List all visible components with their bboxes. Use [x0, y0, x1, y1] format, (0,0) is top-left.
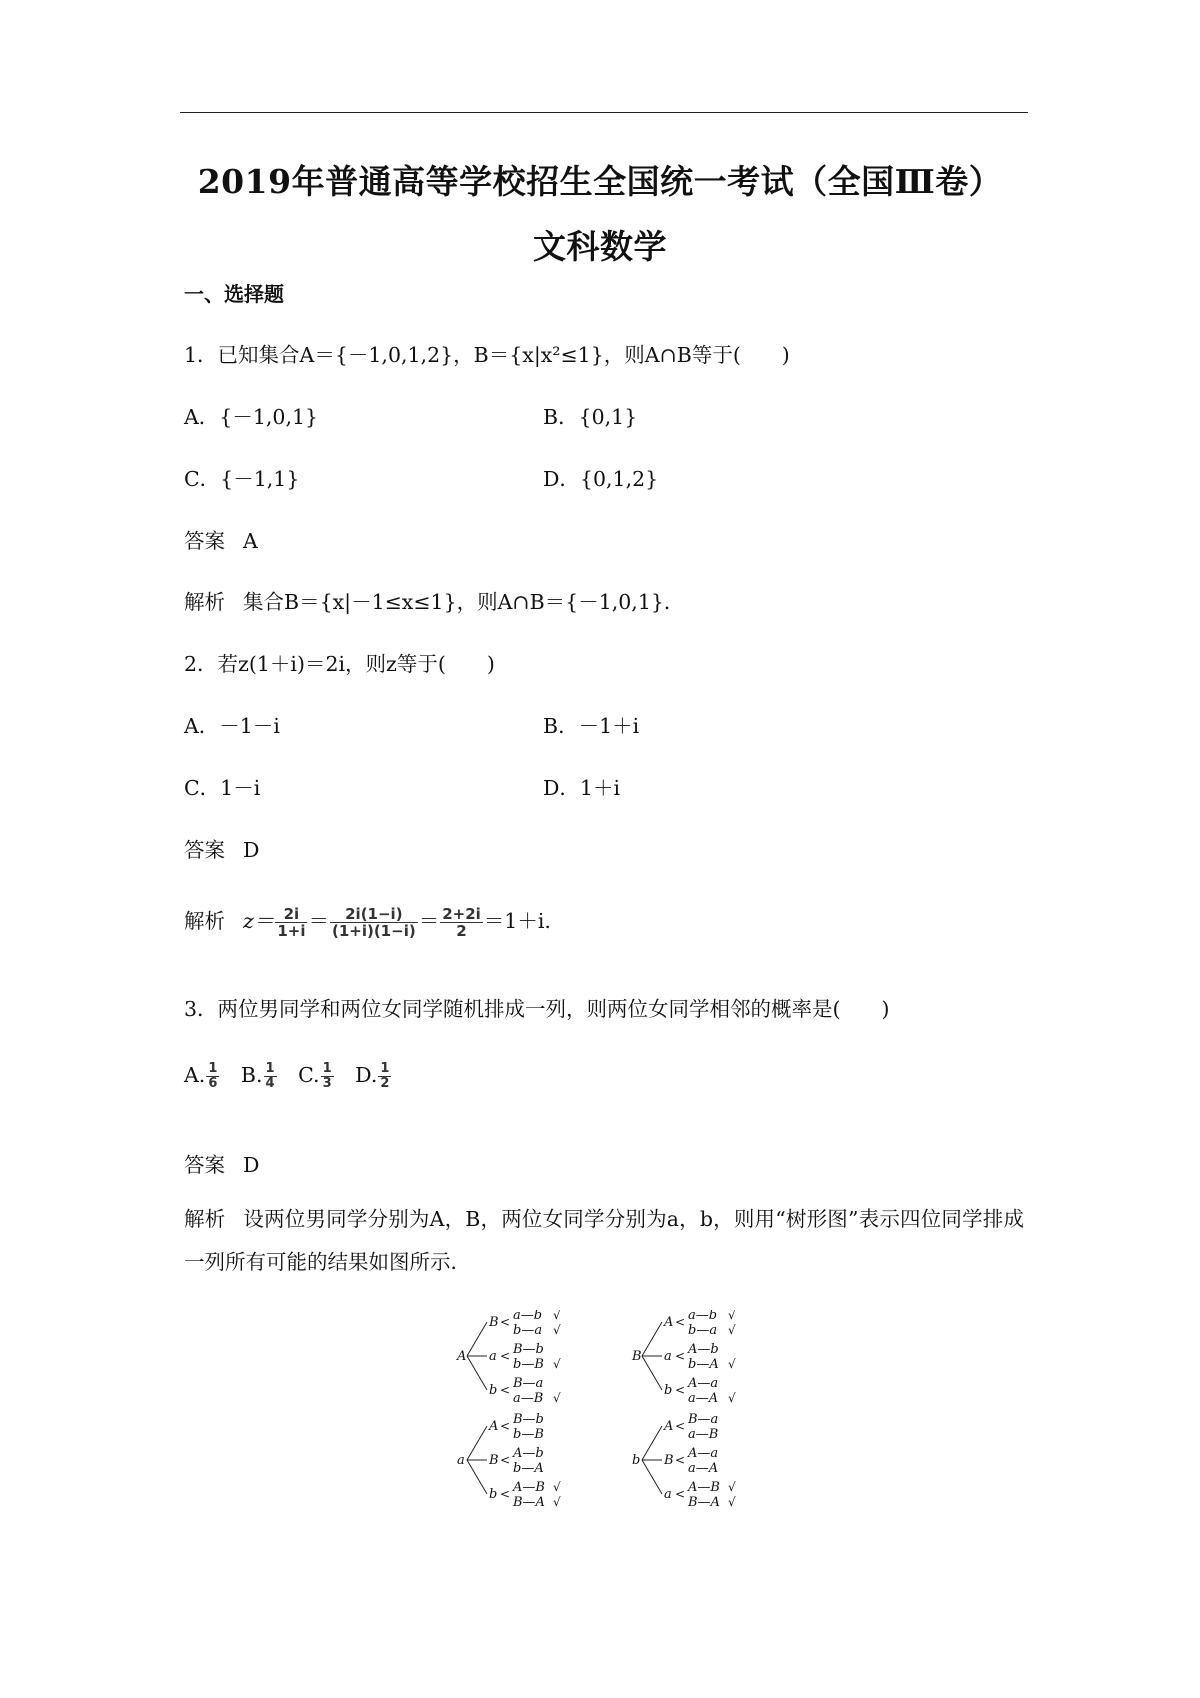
analysis-text: 集合B＝{x|－1≤x≤1}，则A∩B＝{－1,0,1}． — [243, 590, 685, 614]
q2-answer — [184, 833, 259, 863]
tree-fork-glyph: < — [500, 1315, 511, 1329]
tree-leaf-label: A—B — [688, 1480, 720, 1495]
q3-option-a: A. $\frac{1}{6}$ — [184, 1061, 218, 1092]
tree-branch-line — [642, 1356, 662, 1390]
tree-branch-line — [642, 1426, 662, 1460]
tree-leaf-label: A—b — [688, 1342, 719, 1357]
check-icon: √ — [728, 1323, 736, 1337]
check-icon: √ — [553, 1495, 561, 1509]
q2-option-d: D．1＋i — [543, 776, 621, 800]
q3-option-c: C. $\frac{1}{3}$ — [298, 1061, 332, 1092]
analysis-text: 设两位男同学分别为A，B，两位女同学分别为a，b，则用“树形图”表示四位同学排成一列所有可能的结果如图所示． — [184, 1207, 1024, 1274]
fraction-3: $\frac{2+2i}{2}$ — [442, 904, 481, 940]
tree-fork-glyph: < — [500, 1349, 511, 1363]
check-icon: √ — [553, 1310, 561, 1322]
tree-leaf-label: B—A — [688, 1495, 720, 1510]
tree-branch-line — [467, 1460, 487, 1494]
tree-node-label: A — [664, 1419, 674, 1434]
q3-option-d: D. $\frac{1}{2}$ — [355, 1061, 390, 1092]
tree-leaf-label: b—A — [688, 1357, 719, 1372]
check-icon: √ — [553, 1323, 561, 1337]
tree-node-label: a — [664, 1349, 672, 1364]
q1-option-b: B．{0,1} — [543, 405, 638, 429]
tree-leaf-label: B—b — [513, 1342, 544, 1357]
tree-fork-glyph: < — [675, 1419, 686, 1433]
tree-leaf-label: A—B — [513, 1480, 545, 1495]
tree-leaf-label: B—A — [513, 1495, 545, 1510]
analysis-suffix: ＝1＋i. — [483, 909, 551, 933]
tree-leaf-label: b—B — [513, 1357, 544, 1372]
tree-node-label: B — [664, 1453, 674, 1468]
check-icon: √ — [553, 1391, 561, 1405]
q1-analysis — [184, 585, 684, 615]
check-icon: √ — [728, 1391, 736, 1405]
check-icon: √ — [728, 1495, 736, 1509]
tree-branch-line — [642, 1460, 662, 1494]
check-icon: √ — [553, 1357, 561, 1371]
tree-fork-glyph: < — [675, 1349, 686, 1363]
tree-node-label: B — [489, 1453, 499, 1468]
header-rule — [180, 112, 1028, 113]
tree-fork-glyph: < — [675, 1315, 686, 1329]
tree-node-label: A — [489, 1419, 499, 1434]
tree-node-label: b — [664, 1383, 673, 1398]
tree-leaf-label: a—A — [688, 1391, 719, 1406]
analysis-label: 解析 — [184, 909, 225, 933]
tree-fork-glyph: < — [500, 1383, 511, 1397]
tree-root-label: A — [457, 1349, 467, 1364]
q3-analysis — [184, 1198, 1024, 1284]
tree-leaf-label: A—b — [513, 1446, 544, 1461]
q3-option-b: B. $\frac{1}{4}$ — [240, 1061, 275, 1092]
check-icon: √ — [728, 1480, 736, 1494]
tree-fork-glyph: < — [675, 1383, 686, 1397]
fraction-1: $\frac{2i}{1+i}$ — [277, 904, 306, 940]
q2-option-c: C．1－i — [184, 776, 261, 800]
tree-branch-line — [467, 1426, 487, 1460]
q3-stem: 3．两位男同学和两位女同学随机排成一列，则两位女同学相邻的概率是( ) — [184, 997, 890, 1021]
tree-leaf-label: a—B — [513, 1391, 544, 1406]
tree-branch-line — [467, 1322, 487, 1356]
q1-stem: 1．已知集合A＝{－1,0,1,2}，B＝{x|x²≤1}，则A∩B等于( ) — [184, 343, 790, 367]
answer-value: D — [243, 1153, 260, 1177]
tree-leaf-label: A—a — [688, 1376, 719, 1391]
q3-answer — [184, 1148, 259, 1178]
tree-root-label: a — [457, 1453, 465, 1468]
tree-leaf-label: b—a — [688, 1323, 718, 1338]
answer-value: D — [243, 838, 260, 862]
q1-answer — [184, 524, 258, 554]
exam-title: 2019年普通高等学校招生全国统一考试（全国Ⅲ卷） — [197, 162, 1003, 201]
check-icon: √ — [728, 1310, 736, 1322]
tree-diagram — [455, 1310, 775, 1510]
exam-subtitle: 文科数学 — [533, 227, 667, 266]
tree-node-label: a — [664, 1487, 672, 1502]
tree-fork-glyph: < — [500, 1487, 511, 1501]
tree-root-label: B — [632, 1349, 642, 1364]
answer-label: 答案 — [184, 838, 225, 862]
tree-leaf-label: a—b — [513, 1310, 543, 1323]
tree-leaf-label: B—b — [513, 1412, 544, 1427]
fraction-2: $\frac{2i(1-i)}{(1+i)(1-i)}$ — [331, 904, 416, 940]
tree-node-label: b — [489, 1383, 498, 1398]
check-icon: √ — [728, 1357, 736, 1371]
analysis-prefix: z＝ — [243, 909, 275, 933]
tree-branch-line — [642, 1322, 662, 1356]
q2-option-a: A．－1－i — [184, 714, 280, 738]
q2-option-b: B．－1＋i — [543, 714, 640, 738]
analysis-label: 解析 — [184, 590, 225, 614]
tree-leaf-label: B—a — [513, 1376, 544, 1391]
answer-label: 答案 — [184, 1153, 225, 1177]
tree-fork-glyph: < — [500, 1453, 511, 1467]
tree-leaf-label: b—B — [513, 1427, 544, 1442]
tree-fork-glyph: < — [500, 1419, 511, 1433]
analysis-label: 解析 — [184, 1207, 226, 1231]
tree-leaf-label: a—B — [688, 1427, 719, 1442]
tree-leaf-label: a—A — [688, 1461, 719, 1476]
tree-leaf-label: B—a — [688, 1412, 719, 1427]
tree-fork-glyph: < — [675, 1487, 686, 1501]
q3-options — [184, 1062, 406, 1092]
tree-node-label: a — [489, 1349, 497, 1364]
q2-stem: 2．若z(1＋i)＝2i，则z等于( ) — [184, 652, 495, 676]
answer-label: 答案 — [184, 529, 225, 553]
tree-node-label: b — [489, 1487, 498, 1502]
tree-leaf-label: a—b — [688, 1310, 718, 1323]
answer-value: A — [243, 529, 258, 553]
tree-branch-line — [467, 1356, 487, 1390]
tree-node-label: B — [489, 1315, 499, 1330]
tree-node-label: A — [664, 1315, 674, 1330]
tree-fork-glyph: < — [675, 1453, 686, 1467]
tree-leaf-label: A—a — [688, 1446, 719, 1461]
section-heading: 一、选择题 — [184, 282, 284, 306]
q1-option-d: D．{0,1,2} — [543, 467, 659, 491]
check-icon: √ — [553, 1480, 561, 1494]
tree-root-label: b — [632, 1453, 641, 1468]
q1-option-a: A．{－1,0,1} — [184, 405, 319, 429]
q1-option-c: C．{－1,1} — [184, 467, 300, 491]
q2-analysis: 解析 z＝ $\frac{2i}{1+i}$ ＝ $\frac{2i(1-i)}{(1+i)(1-i)}$ ＝ $\frac{2+2i}{2}$ ＝1＋i. — [184, 904, 551, 940]
tree-leaf-label: b—A — [513, 1461, 544, 1476]
tree-leaf-label: b—a — [513, 1323, 543, 1338]
